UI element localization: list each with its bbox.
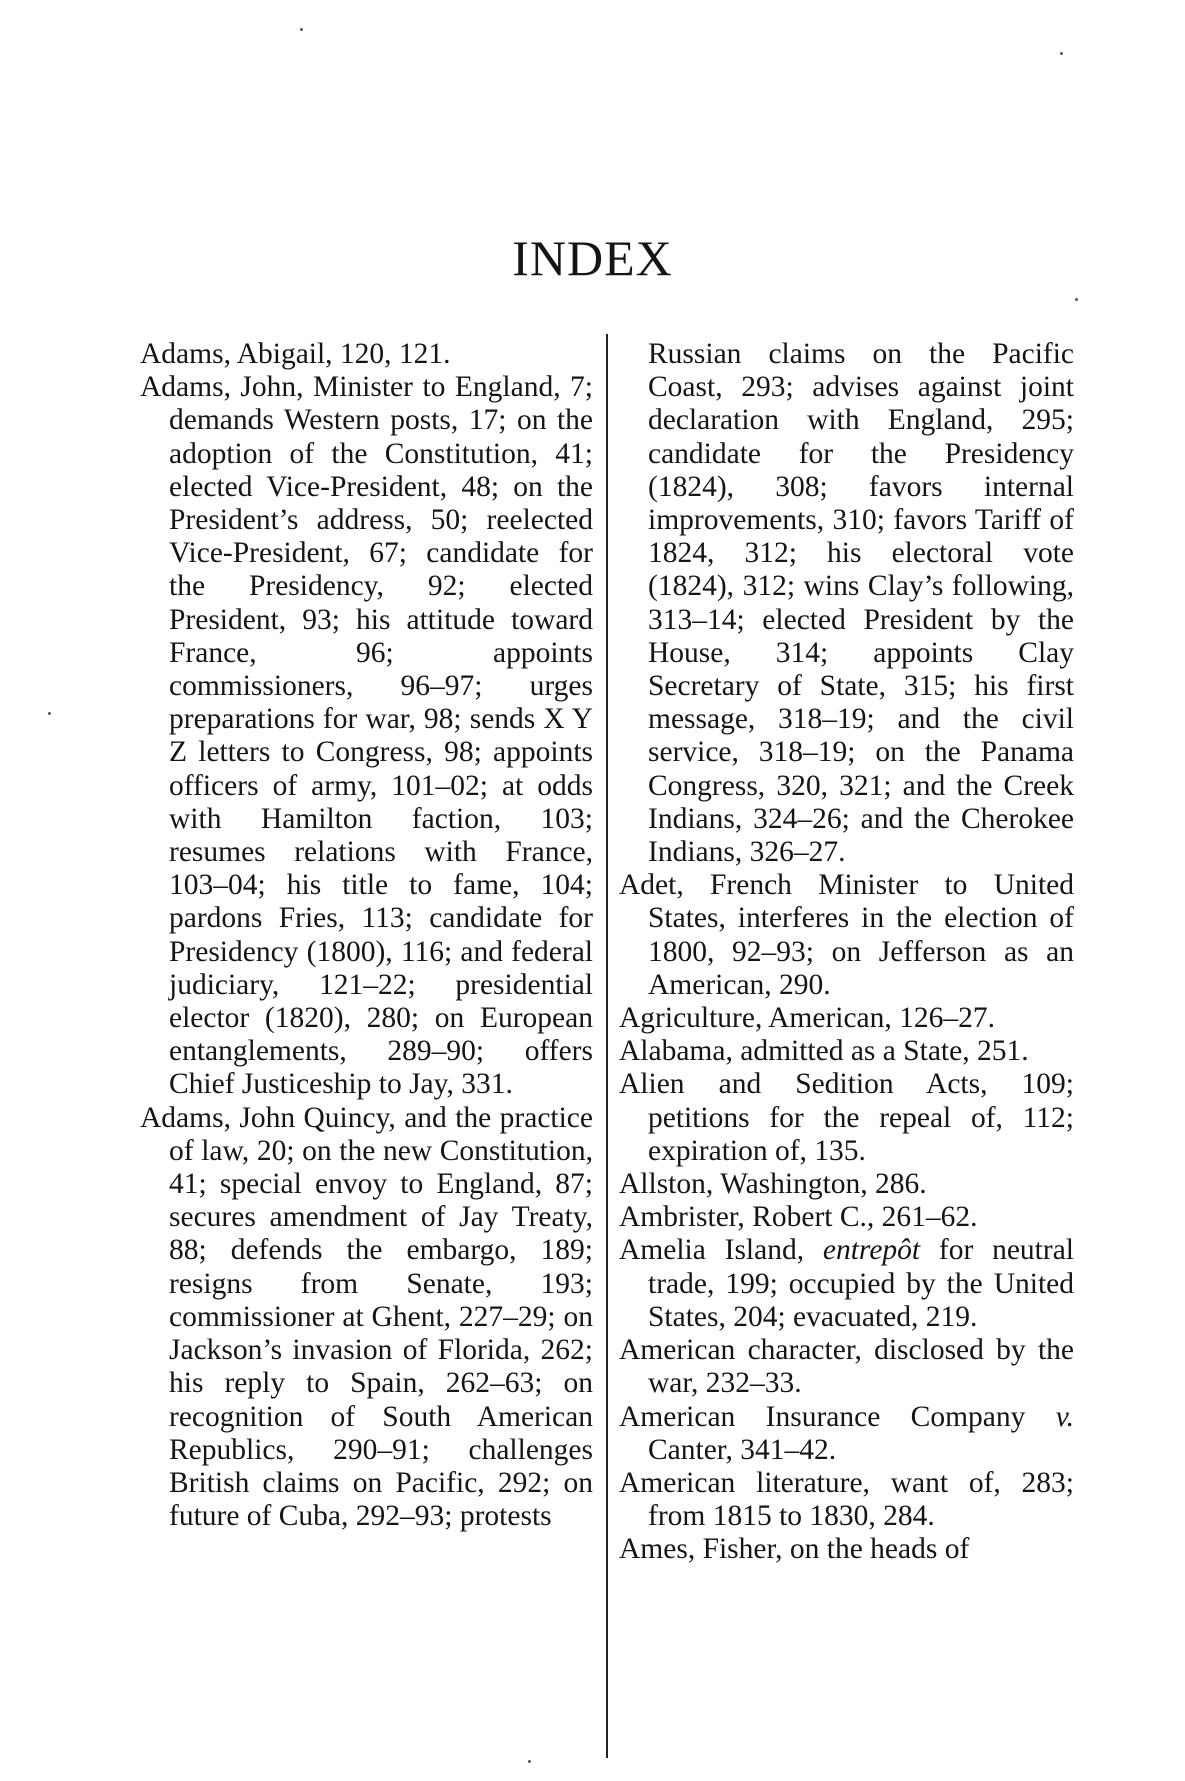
- scan-speck: [48, 712, 51, 715]
- entry-text-italic: entrepôt: [822, 1234, 921, 1267]
- index-entry: [619, 1234, 1074, 1334]
- scan-speck: [300, 28, 303, 31]
- entry-text: Alien and Sedition Acts, 109; petitions for the repeal of, 112; expiration of, 135.: [619, 1068, 1074, 1167]
- entry-text-italic: v.: [1055, 1400, 1074, 1433]
- index-entry: [619, 1035, 1074, 1068]
- entry-text: Agriculture, American, 126–27.: [619, 1002, 996, 1035]
- entry-text: American literature, want of, 283; from 1815 to 1830, 284.: [619, 1466, 1074, 1533]
- index-entry-continued: [619, 338, 1074, 869]
- entry-text: Adams, John, Minister to England, 7; demands Western posts, 17; on the adoption of the Constitution, 41; elected Vice-President, 48; on the President’s address, 50; reelected Vice-President, 67; candidate for the Presidency, 92; elected President, 93; his attitude toward France, 96; appoints commissioners, 96–97; urges preparations for war, 98; sends X Y Z letters to Congress, 98; appoints officers of army, 101–02; at odds with Hamilton faction, 103; resumes relations with France, 103–04; his title to fame, 104; pardons Fries, 113; candidate for Presidency (1800), 116; and federal judiciary, 121–22; presidential elector (1820), 280; on European entanglements, 289–90; offers Chief Justiceship to Jay, 331.: [140, 371, 593, 1101]
- index-entry: [619, 1168, 1074, 1201]
- index-entry: [619, 1533, 1074, 1566]
- entry-text: Alabama, admitted as a State, 251.: [619, 1035, 1029, 1068]
- column-divider: [606, 334, 608, 1758]
- entry-text: Ames, Fisher, on the heads of: [619, 1533, 970, 1566]
- scan-speck: [528, 1760, 531, 1763]
- entry-text-pre: American Insurance Company: [619, 1400, 1056, 1433]
- index-entry: [140, 338, 593, 371]
- entry-text: Adams, Abigail, 120, 121.: [140, 338, 451, 370]
- index-column-right: [619, 338, 1074, 1567]
- index-entry: [140, 371, 593, 1101]
- index-entry: [619, 1467, 1074, 1533]
- entry-text: Ambrister, Robert C., 261–62.: [619, 1201, 978, 1234]
- entry-text-pre: Amelia Island,: [619, 1234, 823, 1267]
- index-entry: [619, 1201, 1074, 1234]
- entry-text: Allston, Washington, 286.: [619, 1168, 927, 1201]
- entry-text-post: Canter, 341–42.: [648, 1433, 837, 1466]
- entry-text: Adet, French Minister to United States, interferes in the election of 1800, 92–93; on Jefferson as an American, 290.: [619, 869, 1074, 1001]
- scan-speck: [1060, 52, 1063, 55]
- index-column-left: [140, 338, 593, 1533]
- index-entry: [619, 1401, 1074, 1467]
- entry-text: American character, disclosed by the war, 232–33.: [619, 1334, 1074, 1400]
- index-entry: [619, 869, 1074, 1002]
- scan-speck: [1075, 298, 1078, 301]
- index-entry: [619, 1334, 1074, 1400]
- index-entry: [619, 1068, 1074, 1168]
- index-entry: [619, 1002, 1074, 1035]
- index-entry: [140, 1102, 593, 1534]
- entry-text: Adams, John Quincy, and the practice of law, 20; on the new Constitution, 41; special envoy to England, 87; secures amendment of Jay Treaty, 88; defends the embargo, 189; resigns from Senate, 193; commissioner at Ghent, 227–29; on Jackson’s invasion of Florida, 262; his reply to Spain, 262–63; on recognition of South American Republics, 290–91; challenges British claims on Pacific, 292; on future of Cuba, 292–93; protests: [140, 1101, 593, 1533]
- entry-text-post: for neutral trade, 199; occupied by the United States, 204; evacuated, 219.: [648, 1234, 1074, 1333]
- page-title: INDEX: [512, 230, 673, 286]
- entry-text: Russian claims on the Pacific Coast, 293; advises against joint declaration with England, 295; candidate for the Presidency (1824), 308; favors internal improvements, 310; favors Tariff of 1824, 312; his electoral vote (1824), 312; wins Clay’s following, 313–14; elected President by the House, 314; appoints Clay Secretary of State, 315; his first message, 318–19; and the civil service, 318–19; on the Panama Congress, 320, 321; and the Creek Indians, 324–26; and the Cherokee Indians, 326–27.: [648, 338, 1074, 869]
